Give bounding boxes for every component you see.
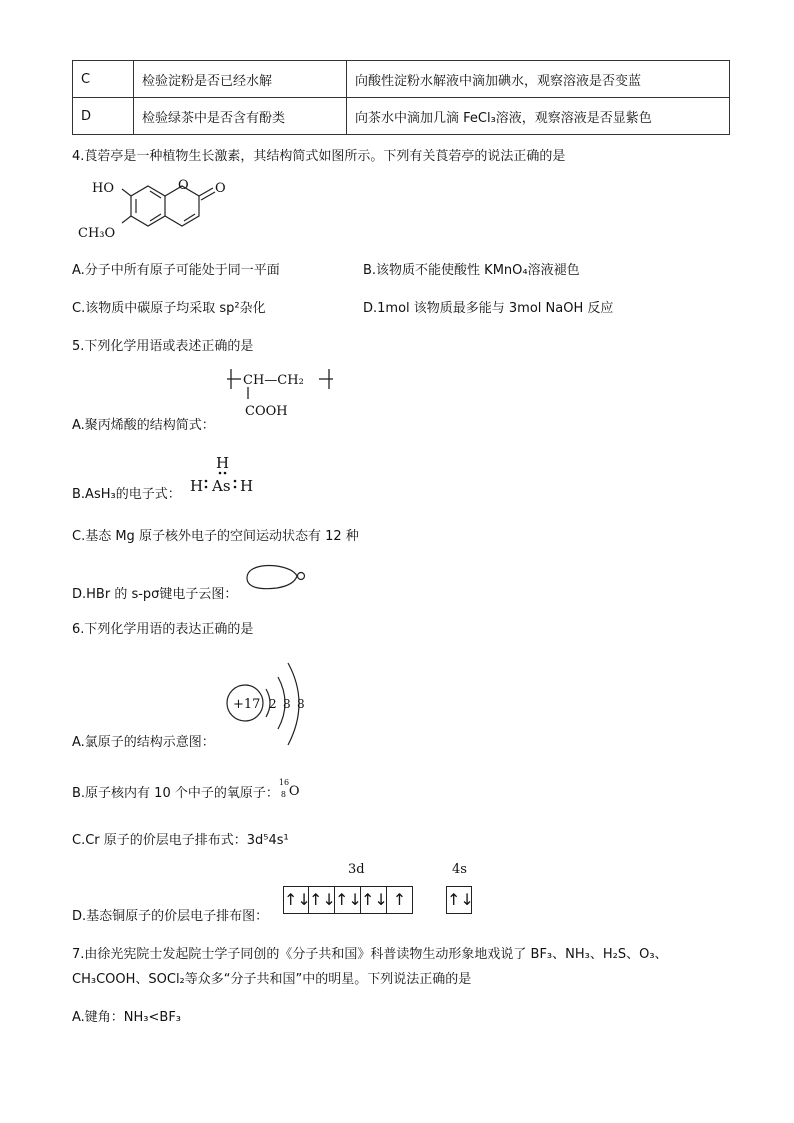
oxygen-isotope-notation [278, 778, 301, 800]
q7-option-a: A.键角：NH₃<BF₃ [72, 1010, 182, 1025]
orbital-box-single: ↑ [387, 886, 413, 914]
orbital-label-3d: 3d [348, 862, 365, 877]
table-row [73, 98, 730, 135]
lewis-as: As [212, 477, 231, 495]
polymer-side-group: COOH [245, 404, 288, 419]
q6-option-b [72, 778, 301, 801]
q6-option-c: C.Cr 原子的价层电子排布式：3d⁵4s¹ [72, 833, 289, 848]
nucleus-charge: +17 [233, 697, 261, 712]
question-6-stem: 6.下列化学用语的表达正确的是 [72, 622, 254, 637]
orbital-box-paired: ↑↓ [446, 886, 472, 914]
polyacrylic-acid-structure [225, 365, 345, 425]
q6-option-a: A.氯原子的结构示意图： [72, 735, 215, 750]
q5-option-d: D.HBr 的 s-pσ键电子云图： [72, 587, 238, 602]
s-p-sigma-cloud-image [243, 562, 313, 597]
row-label: C [73, 61, 134, 98]
chlorine-atom-diagram [222, 655, 322, 755]
orbital-3d-boxes [283, 886, 413, 914]
row-method: 向酸性淀粉水解液中滴加碘水，观察溶液是否变蓝 [347, 61, 730, 98]
table-row [73, 61, 730, 98]
options-table [72, 60, 730, 135]
orbital-4s-box [446, 886, 472, 914]
shell-1-count: 2 [269, 697, 277, 711]
shell-2-count: 8 [283, 697, 291, 711]
q6-option-b-text: B.原子核内有 10 个中子的氧原子： [72, 786, 279, 801]
question-5-stem: 5.下列化学用语或表述正确的是 [72, 339, 254, 354]
q5-option-c: C.基态 Mg 原子核外电子的空间运动状态有 12 种 [72, 529, 359, 544]
q4-option-b: B.该物质不能使酸性 KMnO₄溶液褪色 [363, 263, 580, 278]
struct-ch3o-label: CH₃O [78, 226, 116, 241]
isotope-symbol: O [288, 784, 300, 799]
struct-carbonyl-o-label: O [215, 181, 226, 196]
scopoletin-structure [70, 170, 240, 250]
shell-3-count: 8 [297, 697, 305, 711]
struct-ring-o-label: O [178, 178, 189, 193]
orbital-box-paired: ↑↓ [283, 886, 309, 914]
lewis-h-left: H [190, 477, 204, 495]
orbital-label-4s: 4s [452, 862, 467, 877]
struct-ho-label: HO [92, 181, 114, 196]
lewis-h-top: H [216, 454, 230, 472]
row-purpose: 检验绿茶中是否含有酚类 [134, 98, 347, 135]
row-label: D [73, 98, 134, 135]
question-4-stem: 4.莨菪亭是一种植物生长激素，其结构简式如图所示。下列有关莨菪亭的说法正确的是 [72, 149, 566, 164]
row-method: 向茶水中滴加几滴 FeCl₃溶液，观察溶液是否显紫色 [347, 98, 730, 135]
q4-option-a: A.分子中所有原子可能处于同一平面 [72, 263, 280, 278]
ash3-lewis-structure [186, 452, 266, 497]
isotope-mass-number: 16 [278, 778, 290, 787]
orbital-box-paired: ↑↓ [309, 886, 335, 914]
polymer-backbone: CH—CH₂ [243, 373, 304, 388]
q5-option-a: A.聚丙烯酸的结构简式： [72, 418, 215, 433]
q5-option-b: B.AsH₃的电子式： [72, 487, 181, 502]
orbital-box-paired: ↑↓ [335, 886, 361, 914]
isotope-atomic-number: 8 [280, 790, 286, 799]
q4-option-d: D.1mol 该物质最多能与 3mol NaOH 反应 [363, 301, 614, 316]
lewis-h-right: H [240, 477, 254, 495]
question-7-stem-line-1: 7.由徐光宪院士发起院士学子同创的《分子共和国》科普读物生动形象地戏说了 BF₃、NH₃、H₂S、O₃、 [72, 947, 668, 962]
question-7-stem-line-2: CH₃COOH、SOCl₂等众多“分子共和国”中的明星。下列说法正确的是 [72, 972, 472, 987]
q6-option-d: D.基态铜原子的价层电子排布图： [72, 909, 269, 924]
orbital-box-paired: ↑↓ [361, 886, 387, 914]
q4-option-c: C.该物质中碳原子均采取 sp²杂化 [72, 301, 266, 316]
row-purpose: 检验淀粉是否已经水解 [134, 61, 347, 98]
